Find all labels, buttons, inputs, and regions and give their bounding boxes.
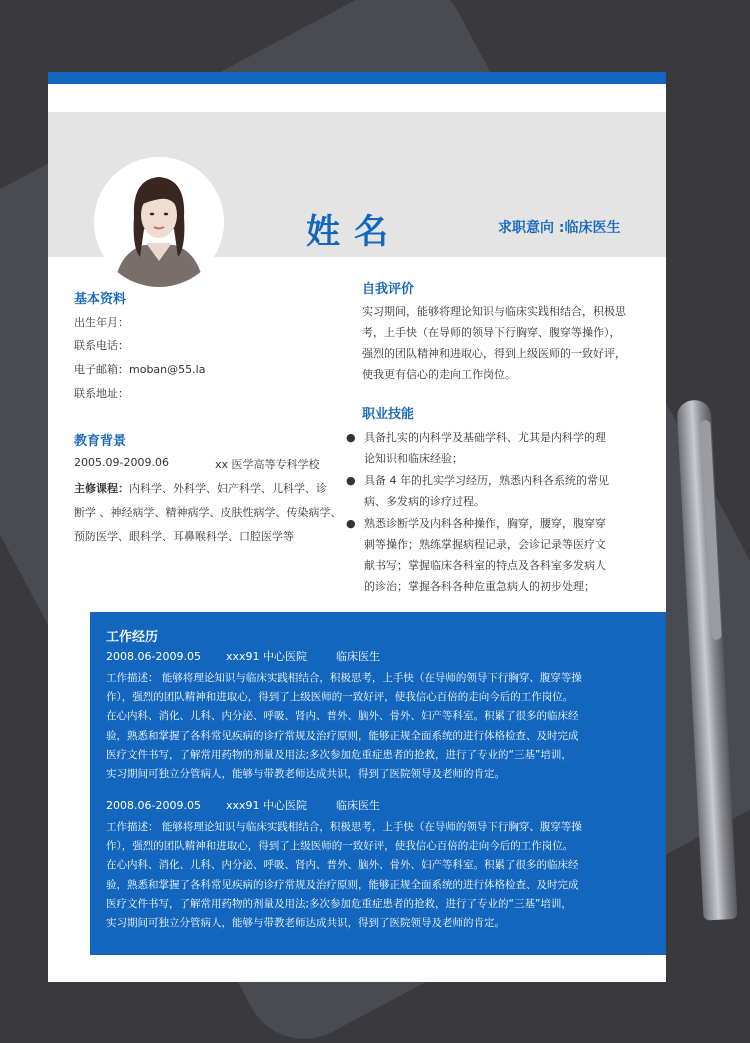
skill-item-3	[346, 513, 640, 597]
skill-line: 熟悉诊断学及内科各种操作，胸穿，腰穿，腹穿穿	[364, 517, 606, 530]
basic-email: 电子邮箱：moban@55.la	[74, 363, 206, 376]
skill-line: 论知识和临床经验；	[364, 452, 463, 465]
skill-line: 具备扎实的内科学及基础学科、尤其是内科学的理	[364, 431, 606, 444]
self-eval-line: 使我更有信心的走向工作岗位。	[362, 368, 516, 381]
bullet-icon: ●	[346, 474, 356, 487]
work-desc-line: 作），强烈的团队精神和进取心，得到了上级医师的一致好评，使我信心百倍的走向今后的工作岗位。	[106, 840, 574, 853]
candidate-name: 姓名	[306, 212, 402, 252]
work-desc-line: 医疗文件书写，了解常用药物的剂量及用法;多次参加危重症患者的抢救，进行了专业的“三基”培训，	[106, 897, 572, 910]
work-desc-line: 在心内科、消化、儿科、内分泌、呼吸、肾内、普外、脑外、骨外、妇产等科室。积累了很多的临床经	[106, 859, 579, 872]
skill-line: 献书写；掌握临床各科室的特点及各科室多发病人	[364, 559, 606, 572]
work-desc-line: 在心内科、消化、儿科、内分泌、呼吸、肾内、普外、脑外、骨外、妇产等科室。积累了很多的临床经	[106, 710, 579, 723]
work-entry-header	[106, 648, 380, 664]
basic-address: 联系地址：	[74, 387, 129, 400]
skill-line: 刺等操作；熟练掌握病程记录，会诊记录等医疗文	[364, 538, 606, 551]
self-eval-text	[362, 301, 626, 385]
work-period: 2008.06-2009.05	[106, 799, 201, 812]
basic-info-title: 基本资料	[74, 292, 127, 307]
work-desc-line: 医疗文件书写，了解常用药物的剂量及用法;多次参加危重症患者的抢救，进行了专业的“三基”培训，	[106, 748, 572, 761]
courses-line-2: 断学 、神经病学、精神病学、皮肤性病学、传染病学、	[74, 506, 342, 519]
work-description	[106, 669, 646, 784]
skill-line: 病、多发病的诊疗过程。	[364, 495, 485, 508]
courses-text-1: 内科学、外科学、妇产科学、儿科学、诊	[129, 482, 327, 495]
work-role: 临床医生	[336, 799, 380, 812]
work-desc-line: 验，熟悉和掌握了各科常见疾病的诊疗常规及治疗原则，能够正规全面系统的进行体格检查、及时完成	[106, 729, 579, 742]
courses-label: 主修课程：	[74, 482, 129, 495]
courses-line-3: 预防医学、眼科学、耳鼻喉科学、口腔医学等	[74, 530, 294, 543]
resume-header	[48, 112, 666, 257]
work-org: xxx91 中心医院	[226, 650, 308, 663]
work-desc-line: 工作描述： 能够将理论知识与临床实践相结合，积极思考，上手快（在导师的领导下行胸穿、腹穿等操	[106, 821, 582, 833]
top-accent-bar	[48, 72, 666, 84]
skill-item-2	[346, 470, 640, 512]
work-experience-section	[90, 612, 666, 955]
bullet-icon: ●	[346, 517, 356, 530]
work-desc-line: 作），强烈的团队精神和进取心，得到了上级医师的一致好评，使我信心百倍的走向今后的工作岗位。	[106, 691, 574, 704]
self-eval-line: 考，上手快（在导师的领导下行胸穿、腹穿等操作），	[362, 326, 621, 339]
work-title: 工作经历	[106, 630, 159, 645]
courses-line-1	[74, 480, 327, 496]
work-role: 临床医生	[336, 650, 380, 663]
basic-birth: 出生年月：	[74, 316, 129, 329]
work-org: xxx91 中心医院	[226, 799, 308, 812]
skill-line: 的诊治；掌握各科各种危重急病人的初步处理；	[364, 580, 595, 593]
bullet-icon: ●	[346, 431, 356, 444]
skills-title: 职业技能	[362, 407, 415, 422]
resume-sheet	[48, 72, 666, 982]
work-entry-header	[106, 797, 380, 813]
work-desc-line: 实习期间可独立分管病人，能够与带教老师达成共识，得到了医院领导及老师的肯定。	[106, 768, 505, 781]
basic-phone: 联系电话：	[74, 339, 129, 352]
education-period: 2005.09-2009.06	[74, 456, 169, 469]
work-description	[106, 818, 646, 933]
self-eval-title: 自我评价	[362, 282, 415, 297]
job-intent: 求职意向 :临床医生	[498, 220, 621, 236]
self-eval-line: 强烈的团队精神和进取心，得到上级医师的一致好评，	[362, 347, 626, 360]
profile-photo	[94, 157, 224, 287]
work-desc-line: 验，熟悉和掌握了各科常见疾病的诊疗常规及治疗原则，能够正规全面系统的进行体格检查、及时完成	[106, 878, 579, 891]
self-eval-line: 实习期间，能够将理论知识与临床实践相结合，积极思	[362, 305, 626, 318]
education-title: 教育背景	[74, 434, 127, 449]
work-period: 2008.06-2009.05	[106, 650, 201, 663]
skill-item-1	[346, 427, 640, 469]
work-desc-line: 实习期间可独立分管病人，能够与带教老师达成共识，得到了医院领导及老师的肯定。	[106, 917, 505, 930]
work-desc-line: 工作描述： 能够将理论知识与临床实践相结合，积极思考，上手快（在导师的领导下行胸穿、腹穿等操	[106, 672, 582, 684]
education-school: xx 医学高等专科学校	[215, 458, 320, 471]
skill-line: 具备 4 年的扎实学习经历，熟悉内科各系统的常见	[364, 474, 609, 487]
